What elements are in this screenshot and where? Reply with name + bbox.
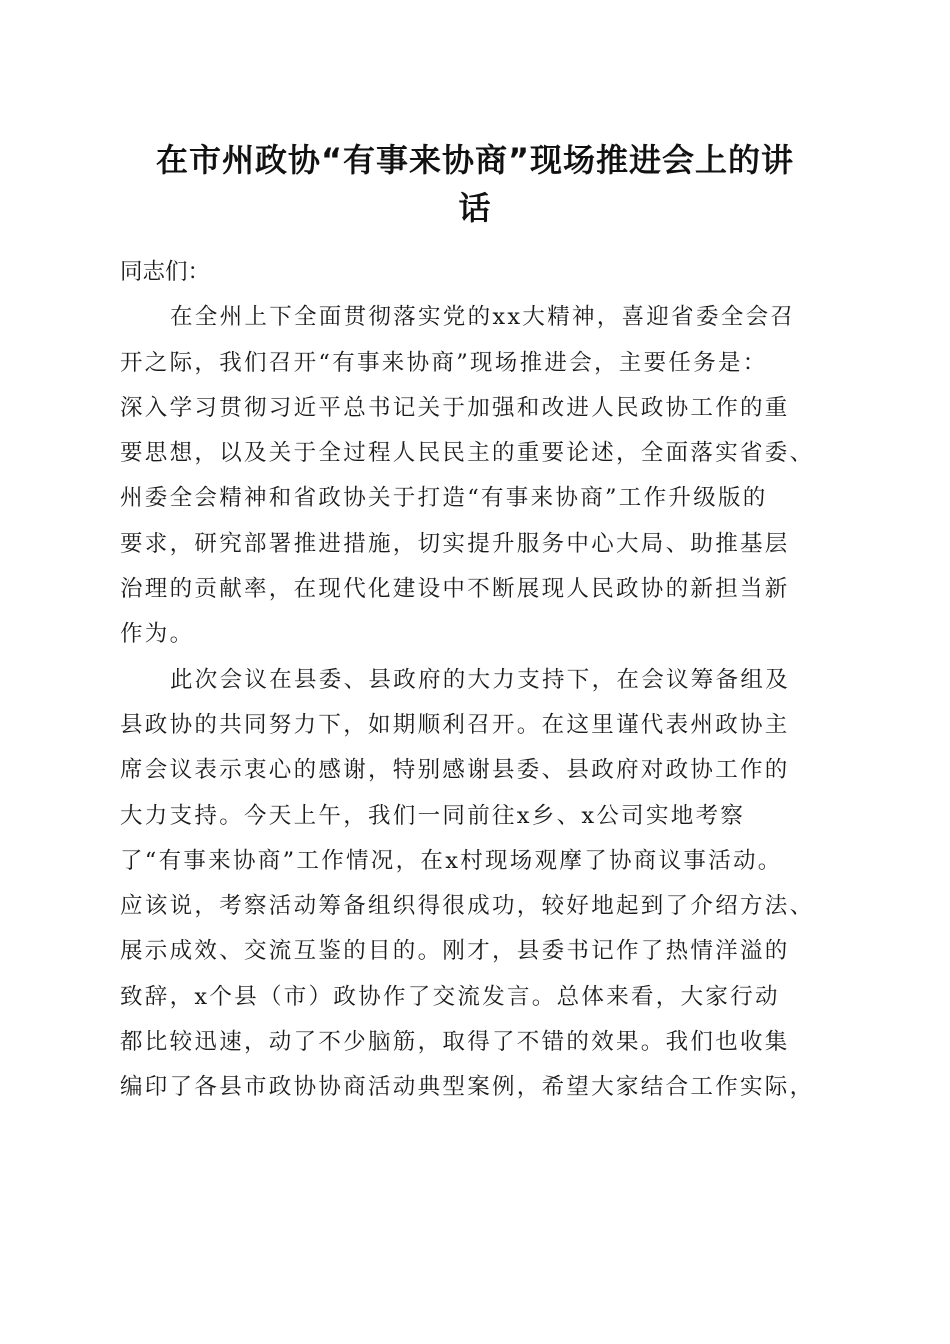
paragraph-line: 县政协的共同努力下，如期顺利召开。在这里谨代表州政协主 bbox=[120, 711, 790, 738]
paragraph-line: 大力支持。今天上午，我们一同前往x乡、x公司实地考察 bbox=[120, 802, 746, 829]
document-body bbox=[120, 250, 840, 1111]
document-title bbox=[110, 136, 840, 232]
paragraph-line: 深入学习贯彻习近平总书记关于加强和改进人民政协工作的重 bbox=[120, 394, 790, 421]
salutation: 同志们： bbox=[120, 259, 211, 285]
paragraph bbox=[120, 658, 840, 1111]
paragraph-line: 编印了各县市政协协商活动典型案例，希望大家结合工作实际， bbox=[120, 1074, 815, 1101]
title-line: 话 bbox=[458, 189, 492, 227]
paragraph-line: 要思想，以及关于全过程人民民主的重要论述，全面落实省委、 bbox=[120, 440, 815, 467]
paragraph bbox=[120, 295, 840, 657]
paragraph-line: 开之际，我们召开“有事来协商”现场推进会，主要任务是： bbox=[120, 349, 768, 376]
paragraph-line: 都比较迅速，动了不少脑筋，取得了不错的效果。我们也收集 bbox=[120, 1029, 790, 1056]
paragraph-line: 应该说，考察活动筹备组织得很成功，较好地起到了介绍方法、 bbox=[120, 893, 815, 920]
paragraph-line: 此次会议在县委、县政府的大力支持下，在会议筹备组及 bbox=[170, 666, 791, 693]
title-line: 在市州政协“有事来协商”现场推进会上的讲 bbox=[155, 141, 795, 179]
paragraph-line: 作为。 bbox=[120, 621, 195, 648]
paragraph-line: 展示成效、交流互鉴的目的。刚才，县委书记作了热情洋溢的 bbox=[120, 938, 790, 965]
paragraph-line: 致辞，x个县（市）政协作了交流发言。总体来看，大家行动 bbox=[120, 983, 780, 1010]
paragraph-line: 州委全会精神和省政协关于打造“有事来协商”工作升级版的 bbox=[120, 485, 768, 512]
paragraph-line: 了“有事来协商”工作情况，在x村现场观摩了协商议事活动。 bbox=[120, 847, 783, 874]
paragraph-line: 要求，研究部署推进措施，切实提升服务中心大局、助推基层 bbox=[120, 530, 790, 557]
paragraph-line: 在全州上下全面贯彻落实党的xx大精神，喜迎省委全会召 bbox=[170, 304, 796, 331]
paragraph-line: 治理的贡献率，在现代化建设中不断展现人民政协的新担当新 bbox=[120, 576, 790, 603]
paragraph-line: 席会议表示衷心的感谢，特别感谢县委、县政府对政协工作的 bbox=[120, 757, 790, 784]
